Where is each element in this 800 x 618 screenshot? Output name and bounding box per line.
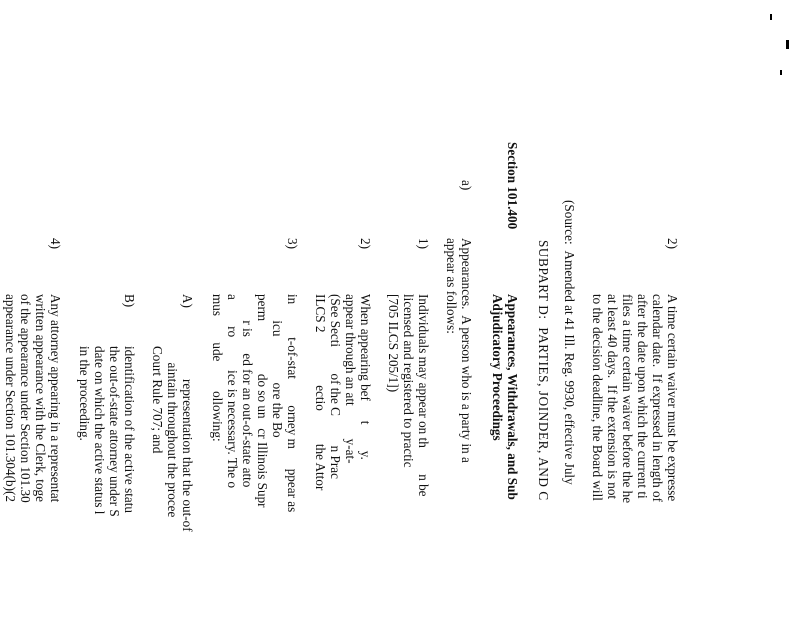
item-2b-marker: 2) xyxy=(358,238,373,249)
item-2b-line: When appearing bef t y. xyxy=(358,294,373,460)
section-title-line: Appearances, Withdrawals, and Sub xyxy=(505,294,520,500)
sub-b-line: in the proceeding. xyxy=(77,346,92,441)
item-2-line: at least 40 days. If the extension is not xyxy=(605,294,620,500)
item-2b-line: (See Secti of the C n Prac xyxy=(328,294,343,479)
section-title-line: Adjudicatory Proceedings xyxy=(490,294,505,441)
section-number: Section 101.400 xyxy=(505,142,520,230)
sub-a-line: representation that the out-of xyxy=(180,346,195,532)
sub-a-line: Court Rule 707; and xyxy=(150,346,165,454)
item-1-line: licensed and registered to practic xyxy=(401,294,416,468)
item-1-line: Individuals may appear on th n be xyxy=(416,294,431,497)
item-3-line: a ro ice is necessary. The o xyxy=(225,294,240,489)
item-3-line: perm do so un cr Illinois Supr xyxy=(255,294,270,508)
source-note: (Source: Amended at 41 Ill. Reg. 9930, effective July xyxy=(562,200,577,485)
item-1-line: [705 ILCS 205/1]) xyxy=(386,294,401,393)
item-4-marker: 4) xyxy=(48,238,63,249)
para-a-line: Appearances. A person who is a party in a xyxy=(459,238,474,463)
item-4-line: written appearance with the Clerk, toge xyxy=(33,294,48,502)
para-a-marker: a) xyxy=(459,180,474,191)
subpart-heading: SUBPART D: PARTIES, JOINDER, AND C xyxy=(536,240,551,501)
scan-mark xyxy=(780,70,782,75)
sub-b-line: date on which the active status l xyxy=(92,346,107,515)
item-2-marker: 2) xyxy=(665,238,680,249)
item-3-marker: 3) xyxy=(285,238,300,249)
item-2-line: after the date upon which the current ti xyxy=(635,294,650,499)
item-4-line: of the appearance under Section 101.30 xyxy=(18,294,33,503)
item-4-line: Any attorney appearing in a representat xyxy=(48,294,63,503)
sub-b-line: identification of the active statu xyxy=(122,346,137,513)
item-2-line: to the decision deadline, the Board will xyxy=(590,294,605,501)
sub-a-line: aintain throughout the procee xyxy=(165,346,180,518)
sub-b-marker: B) xyxy=(122,294,137,308)
item-2-line: calendar date. If expressed in length of xyxy=(650,294,665,502)
item-3-line: icu ore the Bo xyxy=(270,294,285,438)
sub-a-marker: A) xyxy=(180,294,195,308)
item-2b-line: appear through an att y-at- xyxy=(343,294,358,464)
sub-b-line: the out-of-state attorney under S xyxy=(107,346,122,517)
item-2b-line: ILCS 2 ectio the Attor xyxy=(313,294,328,491)
item-4-line: appearance under Section 101.304(b)(2 xyxy=(3,294,18,502)
item-3-line: in t-of-stat orney m ppear as xyxy=(285,294,300,513)
item-3-line: r is ed for an out-of-state atto xyxy=(240,294,255,488)
scan-mark xyxy=(786,40,789,49)
item-2-line: files a time certain waiver before the he xyxy=(620,294,635,504)
para-a-line: appear as follows: xyxy=(444,238,459,334)
item-2-line: A time certain waiver must be expresse xyxy=(665,294,680,502)
item-1-marker: 1) xyxy=(416,238,431,249)
rotated-document-page xyxy=(3,0,680,618)
scan-mark xyxy=(770,14,772,20)
item-3-line: mus ude ollowing: xyxy=(210,294,225,442)
